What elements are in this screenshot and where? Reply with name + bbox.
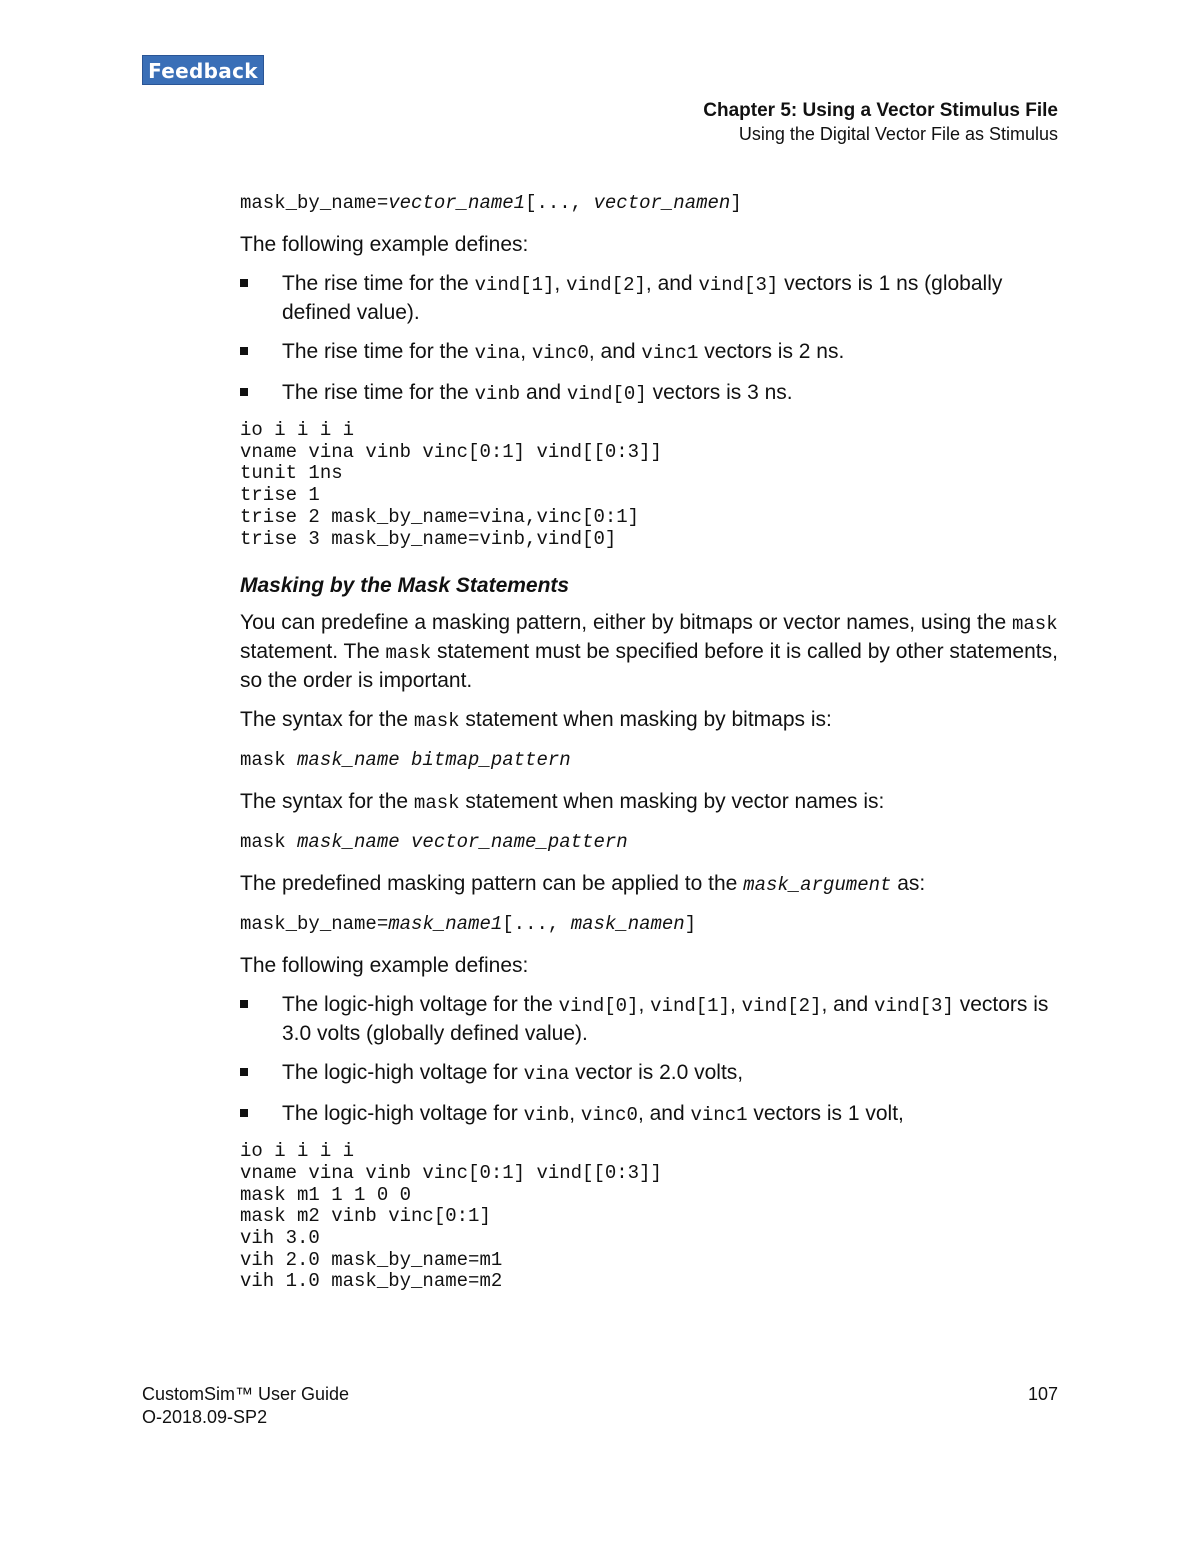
text: The syntax for the xyxy=(240,708,414,732)
inline-code: vinc0 xyxy=(580,1104,638,1127)
list-item xyxy=(240,379,1065,408)
bullet-square-icon xyxy=(240,1068,248,1076)
text: The logic-high voltage for xyxy=(282,1061,524,1085)
text: as: xyxy=(891,872,926,896)
bullet-square-icon xyxy=(240,1109,248,1117)
inline-code: vinc0 xyxy=(531,342,589,364)
syntax-mask-bitmap xyxy=(240,747,1065,773)
text: , and xyxy=(637,1102,691,1126)
text: statement when masking by bitmaps is: xyxy=(459,708,832,732)
code-italic: mask_namen xyxy=(570,913,685,936)
inline-code: mask xyxy=(385,642,432,665)
inline-code: mask xyxy=(1012,613,1058,636)
bullet-square-icon xyxy=(240,279,248,287)
bullet-square-icon xyxy=(240,347,248,355)
bullet-square-icon xyxy=(240,388,248,396)
inline-code: vind[3] xyxy=(698,274,779,296)
chapter-title: Chapter 5: Using a Vector Stimulus File xyxy=(703,100,1058,121)
text: The predefined masking pattern can be applied to the xyxy=(240,872,744,896)
text: The syntax for the xyxy=(240,790,414,814)
code-text: [..., xyxy=(502,913,571,936)
inline-code: vind[2] xyxy=(741,995,822,1018)
bullet-list-rise-time xyxy=(240,270,1065,408)
list-item xyxy=(240,338,1065,367)
inline-code: vinb xyxy=(523,1104,570,1127)
text: vectors is 3 ns. xyxy=(646,381,793,404)
code-text: mask xyxy=(240,749,298,772)
bullet-list-logic-high xyxy=(240,991,1065,1129)
text: , and xyxy=(588,340,642,363)
syntax-mask-by-name-mask xyxy=(240,911,1065,937)
text: and xyxy=(520,381,567,404)
text: , xyxy=(569,1102,581,1126)
text: , xyxy=(638,993,651,1017)
feedback-button[interactable]: Feedback xyxy=(142,55,264,85)
code-text: mask_by_name= xyxy=(240,192,389,214)
list-item xyxy=(240,1059,1065,1088)
text: , xyxy=(520,340,532,363)
inline-code: mask xyxy=(413,710,460,733)
text: statement. The xyxy=(240,640,386,664)
text: , and xyxy=(821,993,875,1017)
example-intro-2: The following example defines: xyxy=(240,954,529,978)
code-text: ] xyxy=(684,913,697,936)
inline-code: vinb xyxy=(474,383,521,405)
text: statement when masking by vector names is: xyxy=(459,790,885,814)
code-example-logic-high: io i i i i vname vina vinb vinc[0:1] vind[[0:3]] mask m1 1 1 0 0 mask m2 vinb vinc[0:1] vih 3.0 vih 2.0 mask_by_name=m1 vih 1.0 mask_by_name=m2 xyxy=(240,1140,662,1293)
paragraph-mask-argument xyxy=(240,870,1065,899)
list-item xyxy=(240,270,1065,326)
code-italic: mask_name vector_name_pattern xyxy=(297,831,628,854)
text: vector is 2.0 volts, xyxy=(569,1061,744,1085)
inline-code: vind[1] xyxy=(474,274,555,296)
inline-code: vind[2] xyxy=(566,274,646,296)
code-text: ] xyxy=(730,192,742,214)
example-intro-1: The following example defines: xyxy=(240,233,529,256)
code-italic: mask_name1 xyxy=(388,913,503,936)
footer-guide-title: CustomSim™ User Guide xyxy=(142,1384,350,1404)
footer-version: O-2018.09-SP2 xyxy=(142,1407,268,1427)
text: The rise time for the xyxy=(282,381,475,404)
code-text: mask xyxy=(240,831,298,854)
text: The rise time for the xyxy=(282,340,475,363)
text: vectors is 2 ns. xyxy=(698,340,845,363)
code-example-rise-time: io i i i i vname vina vinb vinc[0:1] vind[[0:3]] tunit 1ns trise 1 trise 2 mask_by_name=vina,vinc[0:1] trise 3 mask_by_name=vinb,vind[0] xyxy=(240,419,662,550)
page-content xyxy=(240,190,1065,1315)
text: The rise time for the xyxy=(282,272,475,295)
inline-code: mask xyxy=(413,792,460,815)
syntax-mask-vector-name xyxy=(240,829,1065,855)
inline-code: vind[0] xyxy=(566,383,647,405)
inline-code: vind[3] xyxy=(874,995,954,1018)
syntax-mask-by-name-vector xyxy=(240,190,1065,216)
code-text: [..., xyxy=(525,192,594,214)
page-number: 107 xyxy=(1027,1384,1058,1404)
list-item xyxy=(240,991,1065,1047)
code-text: mask_by_name= xyxy=(240,913,389,936)
text: You can predefine a masking pattern, either by bitmaps or vector names, using the xyxy=(240,611,1012,635)
inline-code: vina xyxy=(474,342,521,364)
list-item xyxy=(240,1100,1065,1129)
text: , and xyxy=(645,272,699,295)
paragraph-mask-intro xyxy=(240,609,1065,694)
text: , xyxy=(554,272,567,295)
paragraph-syntax-vector-names xyxy=(240,788,1065,817)
inline-code: vina xyxy=(523,1063,570,1086)
subheading-masking-by-mask-statements: Masking by the Mask Statements xyxy=(240,574,570,598)
code-italic: mask_name bitmap_pattern xyxy=(297,749,571,772)
inline-code: vind[1] xyxy=(650,995,730,1018)
text: vectors is 3.0 volts (globally defined value). xyxy=(282,993,1049,1046)
inline-code: vinc1 xyxy=(690,1104,748,1127)
section-title: Using the Digital Vector File as Stimulus xyxy=(738,124,1058,144)
inline-code: mask_argument xyxy=(743,874,892,897)
code-italic: vector_name1 xyxy=(388,192,526,214)
code-italic: vector_namen xyxy=(593,192,731,214)
text: The logic-high voltage for xyxy=(282,1102,524,1126)
text: The logic-high voltage for the xyxy=(282,993,559,1017)
inline-code: vinc1 xyxy=(641,342,699,364)
paragraph-syntax-bitmaps xyxy=(240,706,1065,735)
text: vectors is 1 volt, xyxy=(747,1102,904,1126)
bullet-square-icon xyxy=(240,1000,248,1008)
text: , xyxy=(730,993,742,1017)
text: vectors is 1 ns (globally defined value). xyxy=(282,272,1003,324)
text: statement must be specified before it is called by other statements, so the order is important. xyxy=(240,640,1058,693)
inline-code: vind[0] xyxy=(558,995,639,1018)
